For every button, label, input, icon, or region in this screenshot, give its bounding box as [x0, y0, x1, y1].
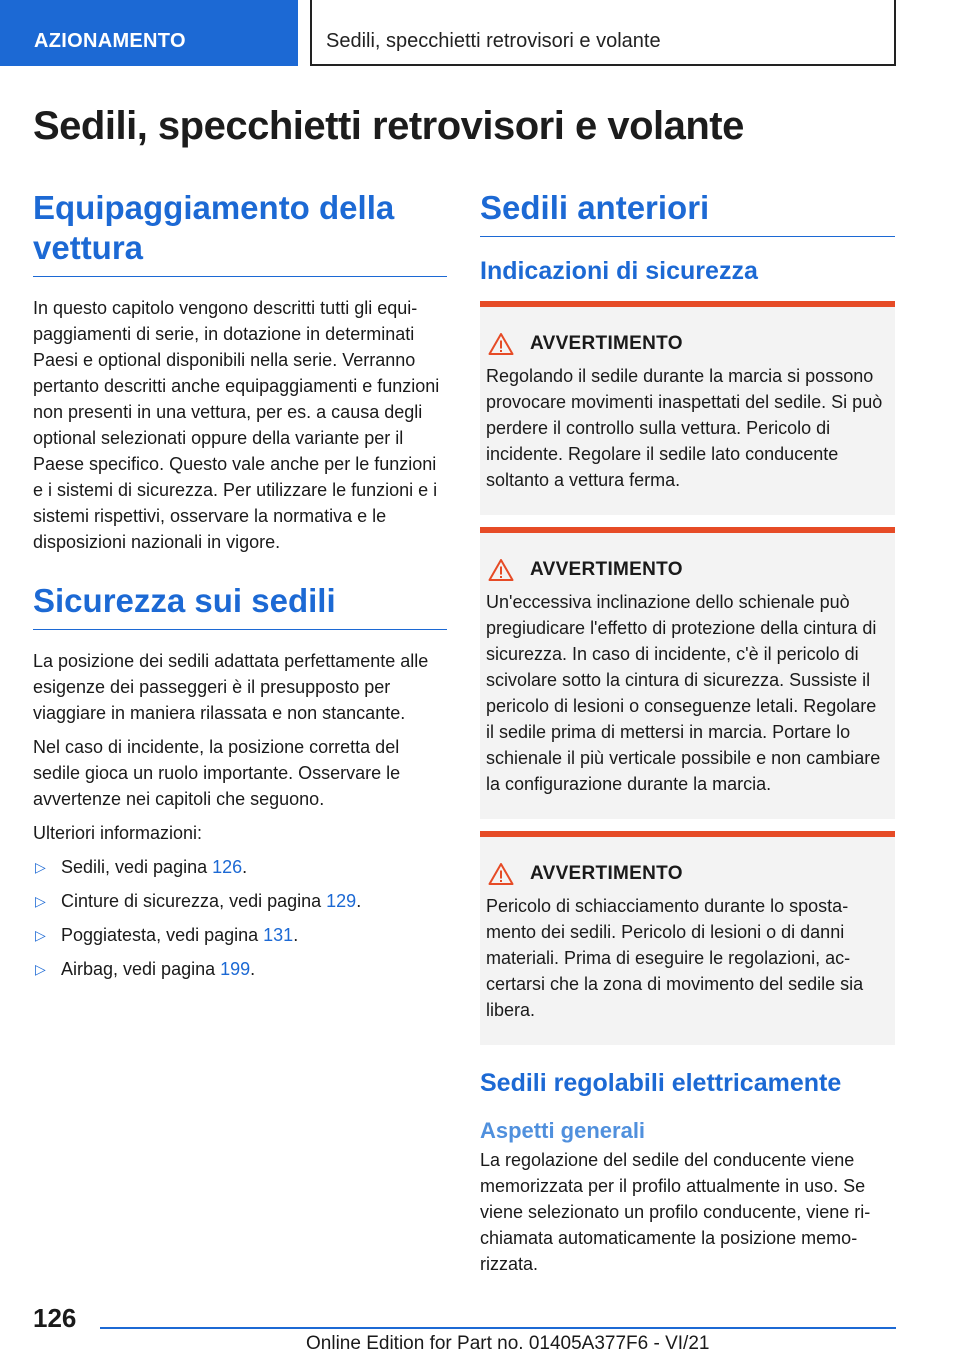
page-link[interactable]: 129 [326, 891, 357, 911]
reference-list [33, 854, 447, 982]
warning-triangle-icon [488, 862, 514, 886]
topic-tab[interactable]: Sedili, specchietti retrovisori e volante [310, 0, 896, 66]
list-item: ▷ Sedili, vedi pagina 126. [33, 854, 447, 880]
reference-text: Airbag, vedi pagina [61, 959, 221, 979]
triangle-bullet-icon: ▷ [35, 927, 46, 943]
equipment-paragraph: In questo capitolo vengono descritti tutti gli equipaggiamenti di serie, in dotazione in determinati Paesi e optional disponibili nella serie. Verranno pertanto descritti anche equipaggiamenti e funzioni non presenti in una vettura, per es. a causa degli optional selezionati oppure della variante per il Paese specifico. Questo vale anche per le funzioni e i sistemi di sicurezza. Per utilizzare le funzioni e i sistemi rispettivi, osservare la normativa e le disposizioni nazionali in vigore. [33, 298, 440, 552]
warning-title: AVVERTIMENTO [530, 333, 683, 354]
edition-label: Online Edition for Part no. 01405A377F6 - VI/21 [306, 1333, 710, 1354]
page-header [0, 0, 960, 66]
triangle-bullet-icon: ▷ [35, 961, 46, 977]
warning-text: Regolando il sedile durante la marcia si possono provocare movimenti inaspettati del sedile. Si può perdere il controllo sulla vettura. Pericolo di incidente. Regolare il sedile lato conducente soltanto a vettura ferma. [486, 366, 883, 490]
list-item: ▷ Airbag, vedi pagina 199. [33, 956, 447, 982]
list-item: ▷ Cinture di sicurezza, vedi pagina 129. [33, 888, 447, 914]
reference-text: Sedili, vedi pagina [61, 857, 213, 877]
front-seats-heading: Sedili anteriori [480, 188, 895, 237]
warning-box [480, 831, 895, 1045]
section-tab[interactable]: AZIONAMENTO [0, 0, 298, 66]
right-column [480, 188, 895, 1285]
left-column [33, 188, 447, 990]
electric-seats-heading: Sedili regolabili elettricamente [480, 1069, 842, 1097]
more-info-label: Ulteriori informazioni: [33, 823, 203, 843]
warning-title: AVVERTIMENTO [530, 863, 683, 884]
page-link[interactable]: 126 [212, 857, 243, 877]
reference-text: Cinture di sicurezza, vedi pagina [61, 891, 327, 911]
seat-safety-paragraph-2: Nel caso di incidente, la posizione corretta del sedile gioca un ruolo importante. Osservare le avvertenze nei capitoli che seguono. [33, 737, 401, 809]
list-item: ▷ Poggiatesta, vedi pagina 131. [33, 922, 447, 948]
footer-divider [100, 1327, 896, 1329]
warning-text: Un'eccessiva inclinazione dello schienale può pregiudicare l'effetto di protezione della cintura di sicurezza. In caso di incidente, c'è il pericolo di scivolare sotto la cintura di sicurezza. Sussiste il pericolo di lesioni o conseguenze letali. Regolare il sedile prima di mettersi in marcia. Portare lo schienale il più verticale possibile e non cambiare la configurazione durante la marcia. [486, 592, 881, 794]
seat-safety-paragraph-1: La posizione dei sedili adattata perfettamente alle esigenze dei passeggeri è il presupposto per viaggiare in maniera rilassata e non stancante. [33, 651, 429, 723]
general-aspects-heading: Aspetti generali [480, 1118, 646, 1143]
warning-triangle-icon [488, 332, 514, 356]
page-title: Sedili, specchietti retrovisori e volante [33, 104, 744, 148]
seat-safety-heading: Sicurezza sui sedili [33, 581, 447, 630]
general-aspects-paragraph: La regolazione del sedile del conducente viene memorizzata per il profilo attualmente in uso. Se viene selezionato un profilo conducente, viene richiamata automaticamente la posizione memorizzata. [480, 1150, 871, 1274]
triangle-bullet-icon: ▷ [35, 859, 46, 875]
page-number: 126 [33, 1303, 77, 1333]
equipment-heading: Equipaggiamento della vettura [33, 188, 447, 277]
warning-triangle-icon [488, 558, 514, 582]
warning-box [480, 527, 895, 819]
reference-text: Poggiatesta, vedi pagina [61, 925, 264, 945]
warning-box [480, 301, 895, 515]
safety-notes-heading: Indicazioni di sicurezza [480, 257, 758, 285]
triangle-bullet-icon: ▷ [35, 893, 46, 909]
page-link[interactable]: 199 [220, 959, 251, 979]
warning-text: Pericolo di schiacciamento durante lo spostamento dei sedili. Pericolo di lesioni o di danni materiali. Prima di eseguire le regolazioni, accertarsi che la zona di movimento del sedile sia libera. [486, 896, 864, 1020]
page-link[interactable]: 131 [263, 925, 294, 945]
warning-title: AVVERTIMENTO [530, 559, 683, 580]
